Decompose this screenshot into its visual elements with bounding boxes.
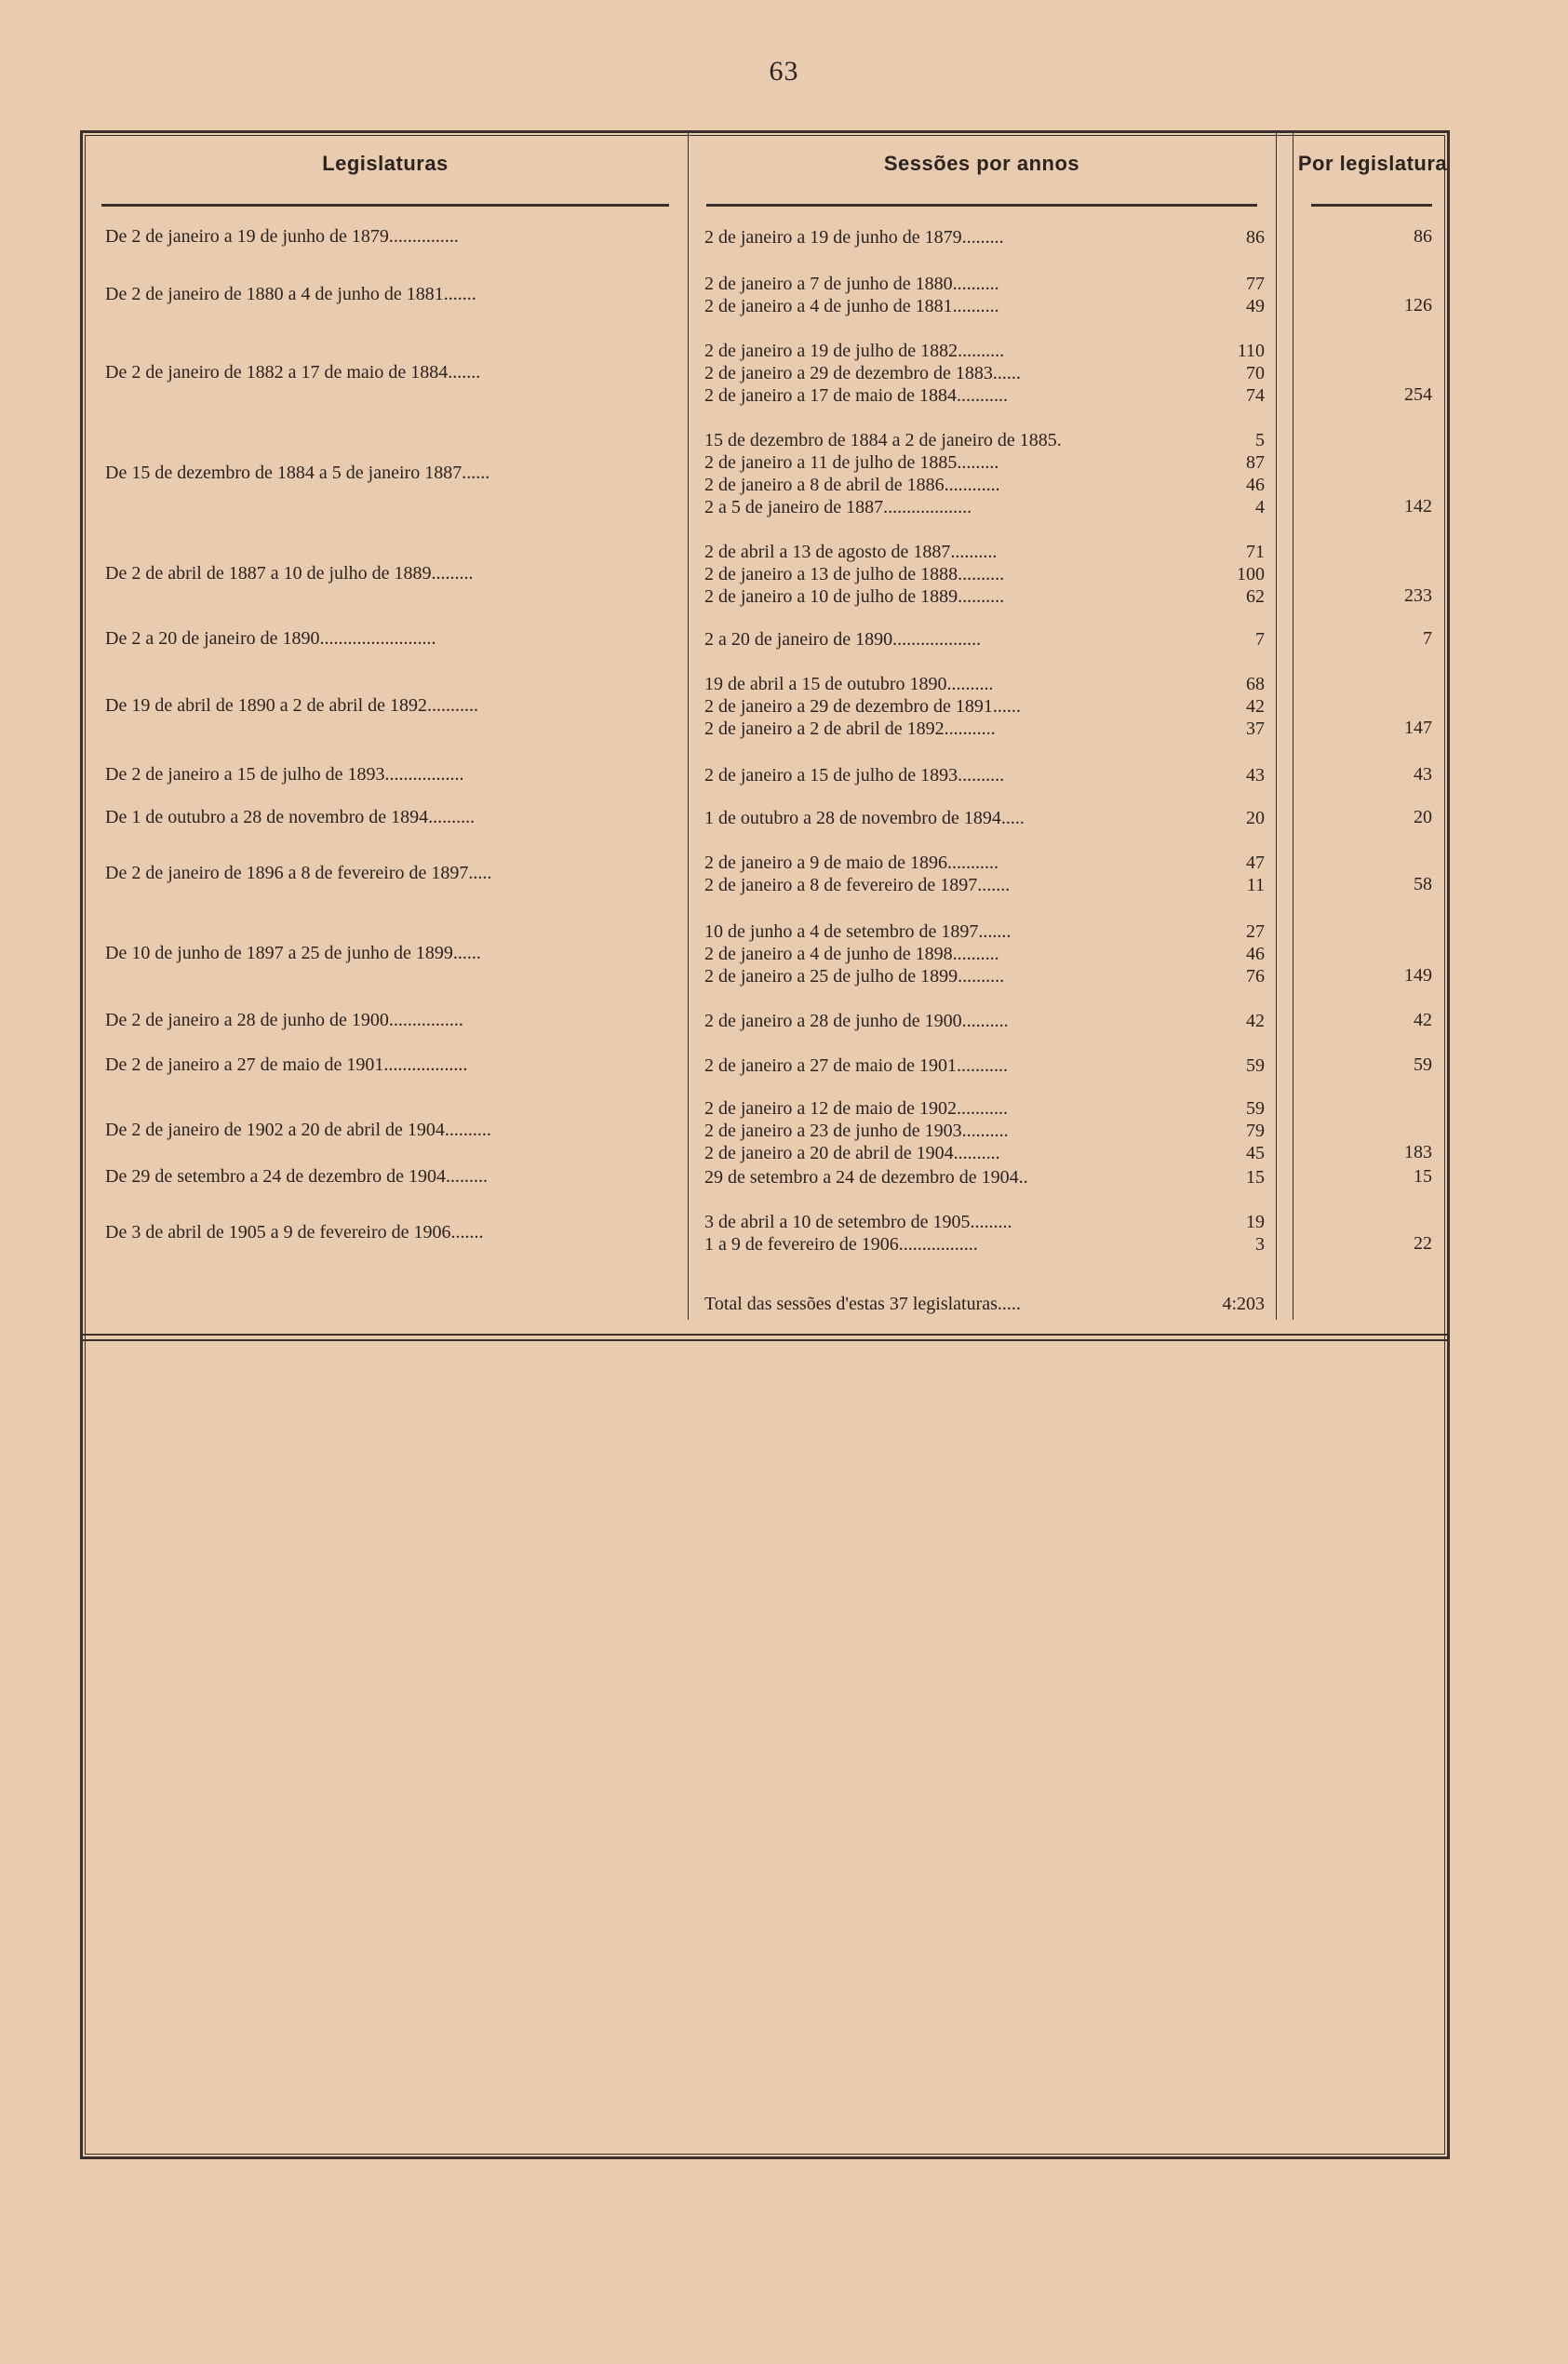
session-count: 62 — [1246, 586, 1265, 607]
session-count: 20 — [1246, 808, 1265, 828]
session-count: 59 — [1246, 1098, 1265, 1119]
session-count: 49 — [1246, 296, 1265, 316]
legislatura-label: De 2 de janeiro de 1880 a 4 de junho de 1881....... — [105, 284, 476, 304]
session-period: 2 de janeiro a 7 de junho de 1880.......... — [704, 274, 999, 294]
session-period: 2 de janeiro a 19 de julho de 1882.......... — [704, 341, 1005, 361]
legislatura-total: 233 — [1404, 585, 1432, 606]
session-count: 4 — [1255, 497, 1265, 517]
session-count: 45 — [1246, 1143, 1265, 1163]
session-count: 87 — [1246, 452, 1265, 473]
legislatura-label: De 29 de setembro a 24 de dezembro de 1904......... — [105, 1166, 488, 1187]
session-period: 2 de janeiro a 25 de julho de 1899.......... — [704, 966, 1005, 987]
session-period: 2 a 20 de janeiro de 1890................... — [704, 629, 982, 650]
session-count: 11 — [1246, 875, 1265, 895]
legislatura-label: De 1 de outubro a 28 de novembro de 1894.......... — [105, 807, 476, 827]
session-count: 70 — [1246, 363, 1265, 383]
session-count: 5 — [1255, 430, 1265, 450]
session-period: 2 de janeiro a 23 de junho de 1903.......... — [704, 1121, 1009, 1141]
header-rule — [1311, 204, 1432, 207]
legislatura-total: 7 — [1423, 628, 1432, 649]
legislatura-label: De 2 de abril de 1887 a 10 de julho de 1889......... — [105, 563, 474, 584]
legislatura-label: De 2 de janeiro a 28 de junho de 1900................ — [105, 1010, 463, 1030]
session-period: 2 a 5 de janeiro de 1887................... — [704, 497, 972, 517]
session-period: 15 de dezembro de 1884 a 2 de janeiro de 1885. — [704, 430, 1062, 450]
session-period: 2 de janeiro a 29 de dezembro de 1891...... — [704, 696, 1021, 717]
legislatura-total: 147 — [1404, 718, 1432, 738]
legislatura-total: 43 — [1414, 764, 1432, 785]
session-period: 29 de setembro a 24 de dezembro de 1904.. — [704, 1167, 1028, 1188]
legislatura-total: 126 — [1404, 295, 1432, 316]
session-count: 71 — [1246, 542, 1265, 562]
page-number: 63 — [769, 56, 799, 87]
total-label: Total das sessões d'estas 37 legislaturas..... — [704, 1294, 1021, 1314]
legislatura-total: 22 — [1414, 1233, 1432, 1254]
legislatura-label: De 2 a 20 de janeiro de 1890......................... — [105, 628, 436, 649]
legislatura-label: De 15 de dezembro de 1884 a 5 de janeiro 1887...... — [105, 463, 490, 483]
session-count: 77 — [1246, 274, 1265, 294]
bottom-rule — [83, 1334, 1447, 1336]
session-period: 2 de janeiro a 4 de junho de 1898.......... — [704, 944, 999, 964]
session-count: 27 — [1246, 921, 1265, 942]
session-period: 2 de janeiro a 11 de julho de 1885......... — [704, 452, 999, 473]
session-period: 2 de janeiro a 27 de maio de 1901........... — [704, 1055, 1009, 1076]
session-count: 42 — [1246, 696, 1265, 717]
session-count: 79 — [1246, 1121, 1265, 1141]
header-legislaturas: Legislaturas — [322, 152, 449, 175]
session-count: 15 — [1246, 1167, 1265, 1188]
bottom-rule — [83, 1339, 1447, 1341]
legislatura-label: De 2 de janeiro a 19 de junho de 1879............... — [105, 226, 459, 247]
session-count: 7 — [1255, 629, 1265, 650]
column-divider — [688, 133, 689, 1320]
session-period: 2 de janeiro a 4 de junho de 1881.......... — [704, 296, 999, 316]
session-count: 42 — [1246, 1011, 1265, 1031]
session-period: 2 de janeiro a 15 de julho de 1893.......... — [704, 765, 1005, 786]
header-rule — [101, 204, 669, 207]
total-value: 4:203 — [1222, 1294, 1265, 1314]
session-period: 2 de janeiro a 9 de maio de 1896........... — [704, 853, 999, 873]
legislatura-total: 58 — [1414, 874, 1432, 894]
legislatura-total: 149 — [1404, 965, 1432, 986]
legislatura-label: De 2 de janeiro de 1902 a 20 de abril de 1904.......... — [105, 1120, 491, 1140]
legislatura-label: De 2 de janeiro a 27 de maio de 1901.................. — [105, 1054, 468, 1075]
legislatura-total: 59 — [1414, 1054, 1432, 1075]
session-period: 2 de janeiro a 12 de maio de 1902........... — [704, 1098, 1009, 1119]
session-period: 2 de janeiro a 13 de julho de 1888.......... — [704, 564, 1005, 584]
column-divider — [1276, 133, 1277, 1320]
legislatura-label: De 2 de janeiro de 1882 a 17 de maio de 1884....... — [105, 362, 481, 383]
session-period: 2 de janeiro a 8 de fevereiro de 1897....... — [704, 875, 1011, 895]
session-count: 43 — [1246, 765, 1265, 786]
session-period: 2 de janeiro a 2 de abril de 1892........... — [704, 719, 996, 739]
session-count: 46 — [1246, 475, 1265, 495]
session-period: 2 de janeiro a 17 de maio de 1884........... — [704, 385, 1009, 406]
session-count: 46 — [1246, 944, 1265, 964]
legislatura-total: 86 — [1414, 226, 1432, 247]
session-count: 59 — [1246, 1055, 1265, 1076]
session-period: 19 de abril a 15 de outubro 1890.......... — [704, 674, 994, 694]
session-count: 86 — [1246, 227, 1265, 248]
session-period: 2 de janeiro a 10 de julho de 1889.......... — [704, 586, 1005, 607]
legislatura-total: 15 — [1414, 1166, 1432, 1187]
session-period: 3 de abril a 10 de setembro de 1905......... — [704, 1212, 1012, 1232]
session-count: 37 — [1246, 719, 1265, 739]
legislatura-label: De 19 de abril de 1890 a 2 de abril de 1892........... — [105, 695, 479, 716]
legislatura-label: De 10 de junho de 1897 a 25 de junho de 1899...... — [105, 943, 481, 963]
session-period: 1 a 9 de fevereiro de 1906................. — [704, 1234, 978, 1255]
session-count: 68 — [1246, 674, 1265, 694]
session-period: 2 de janeiro a 20 de abril de 1904.......... — [704, 1143, 1000, 1163]
session-period: 2 de janeiro a 8 de abril de 1886............ — [704, 475, 1000, 495]
legislatura-label: De 2 de janeiro a 15 de julho de 1893................. — [105, 764, 464, 785]
legislatura-total: 42 — [1414, 1010, 1432, 1030]
legislatura-label: De 2 de janeiro de 1896 a 8 de fevereiro de 1897..... — [105, 863, 492, 883]
legislatura-total: 254 — [1404, 384, 1432, 405]
session-period: 1 de outubro a 28 de novembro de 1894..... — [704, 808, 1025, 828]
session-period: 2 de janeiro a 28 de junho de 1900.......... — [704, 1011, 1009, 1031]
header-rule — [706, 204, 1257, 207]
header-sessoes: Sessões por annos — [883, 152, 1080, 175]
session-count: 100 — [1237, 564, 1265, 584]
session-count: 3 — [1255, 1234, 1265, 1255]
session-count: 76 — [1246, 966, 1265, 987]
session-count: 47 — [1246, 853, 1265, 873]
legislatura-label: De 3 de abril de 1905 a 9 de fevereiro de 1906....... — [105, 1222, 484, 1242]
legislatura-total: 183 — [1404, 1142, 1432, 1162]
session-count: 74 — [1246, 385, 1265, 406]
session-count: 19 — [1246, 1212, 1265, 1232]
legislatura-total: 142 — [1404, 496, 1432, 517]
session-period: 2 de janeiro a 19 de junho de 1879......... — [704, 227, 1004, 248]
session-period: 10 de junho a 4 de setembro de 1897....... — [704, 921, 1012, 942]
header-por-legislatura: Por legislatura — [1297, 152, 1448, 175]
table-frame — [80, 130, 1450, 2159]
legislatura-total: 20 — [1414, 807, 1432, 827]
session-count: 110 — [1237, 341, 1265, 361]
session-period: 2 de abril a 13 de agosto de 1887.......... — [704, 542, 998, 562]
session-period: 2 de janeiro a 29 de dezembro de 1883...... — [704, 363, 1021, 383]
